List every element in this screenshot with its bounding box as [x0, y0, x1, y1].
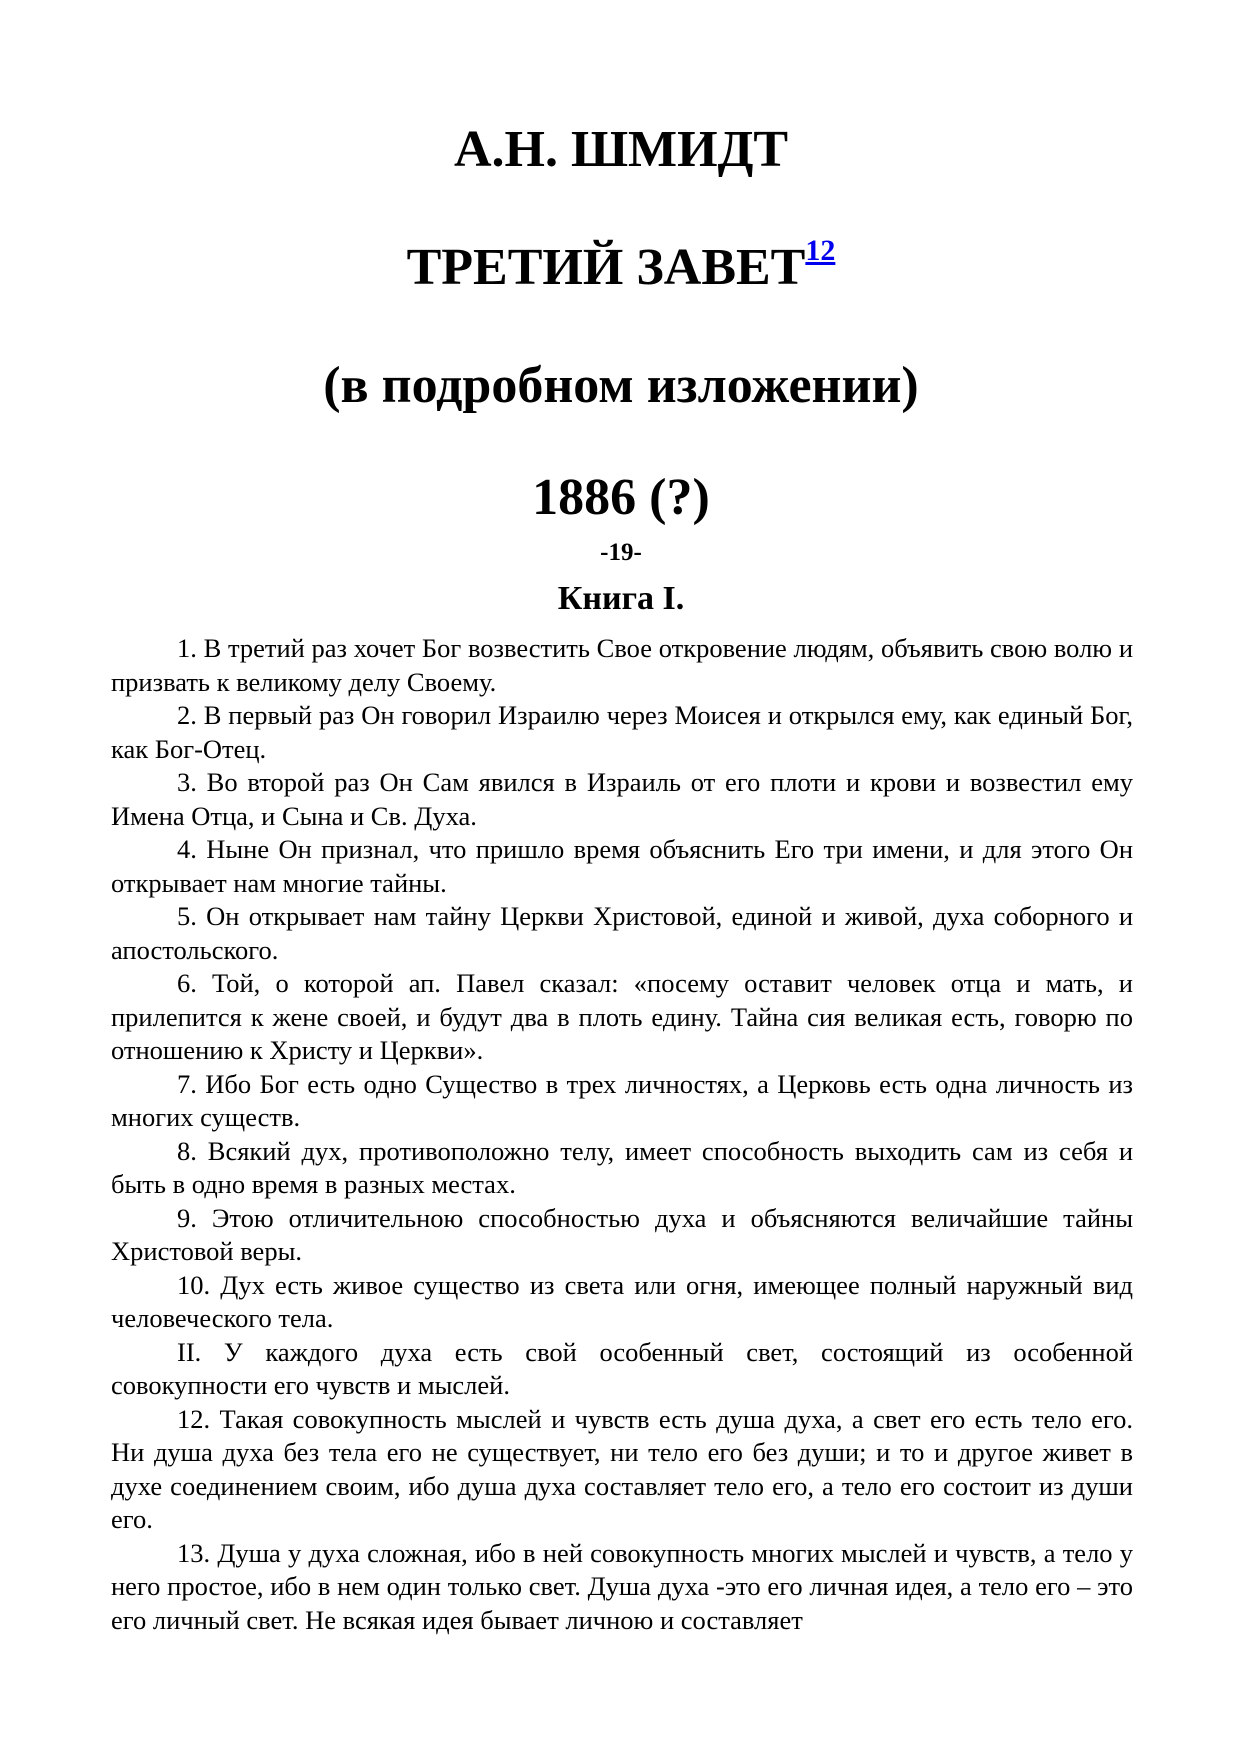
body-text — [111, 632, 1133, 1637]
paragraph-9: 9. Этою отличительною способностью духа и объясняются величайшие тайны Христовой веры. — [111, 1202, 1133, 1266]
year-heading: 1886 (?) — [532, 469, 710, 526]
paragraph-2: 2. В первый раз Он говорил Израилю через Моисея и открылся ему, как единый Бог, как Бог-Отец. — [111, 700, 1133, 764]
paragraph-13: 13. Душа у духа сложная, ибо в ней совокупность многих мыслей и чувств, а тело у него простое, ибо в нем один только свет. Душа духа -это его личная идея, а тело его – это его личный свет. Не всякая идея бывает личною и составляет — [111, 1537, 1133, 1635]
paragraph-1: 1. В третий раз хочет Бог возвестить Свое откровение людям, объявить свою волю и призвать к великому делу Своему. — [111, 633, 1133, 697]
subtitle-heading: (в подробном изложении) — [323, 357, 919, 414]
title-heading — [0, 236, 1242, 300]
paragraph-5: 5. Он открывает нам тайну Церкви Христовой, единой и живой, духа соборного и апостольского. — [111, 901, 1133, 965]
paragraph-10: 10. Дух есть живое существо из света или огня, имеющее полный наружный вид человеческого тела. — [111, 1269, 1133, 1333]
footnote-link[interactable]: 12 — [805, 234, 836, 267]
author-heading: А.Н. ШМИДТ — [453, 121, 789, 178]
paragraph-12: 12. Такая совокупность мыслей и чувств есть душа духа, а свет его есть тело его. Ни душа духа без тела его не существует, ни тело его без души; и то и другое живет в духе соединением своим, ибо душа духа составляет тело его, а тело его состоит из души его. — [111, 1403, 1133, 1534]
paragraph-11: II. У каждого духа есть свой особенный свет, состоящий из особенной совокупности его чувств и мыслей. — [111, 1336, 1133, 1400]
paragraph-7: 7. Ибо Бог есть одно Существо в трех личностях, а Церковь есть одна личность из многих существ. — [111, 1068, 1133, 1132]
paragraph-4: 4. Ныне Он признал, что пришло время объяснить Его три имени, и для этого Он открывает нам многие тайны. — [111, 834, 1133, 898]
paragraph-8: 8. Всякий дух, противоположно телу, имеет способность выходить сам из себя и быть в одно время в разных местах. — [111, 1135, 1133, 1199]
paragraph-3: 3. Во второй раз Он Сам явился в Израиль от его плоти и крови и возвестил ему Имена Отца, и Сына и Св. Духа. — [111, 767, 1133, 831]
title-text: ТРЕТИЙ ЗАВЕТ — [406, 239, 806, 296]
page-number: -19- — [600, 539, 642, 566]
book-heading: Книга I. — [557, 580, 685, 617]
paragraph-6: 6. Той, о которой ап. Павел сказал: «посему оставит человек отца и мать, и прилепится к жене своей, и будут два в плоть едину. Тайна сия великая есть, говорю по отношению к Христу и Церкви». — [111, 968, 1133, 1065]
